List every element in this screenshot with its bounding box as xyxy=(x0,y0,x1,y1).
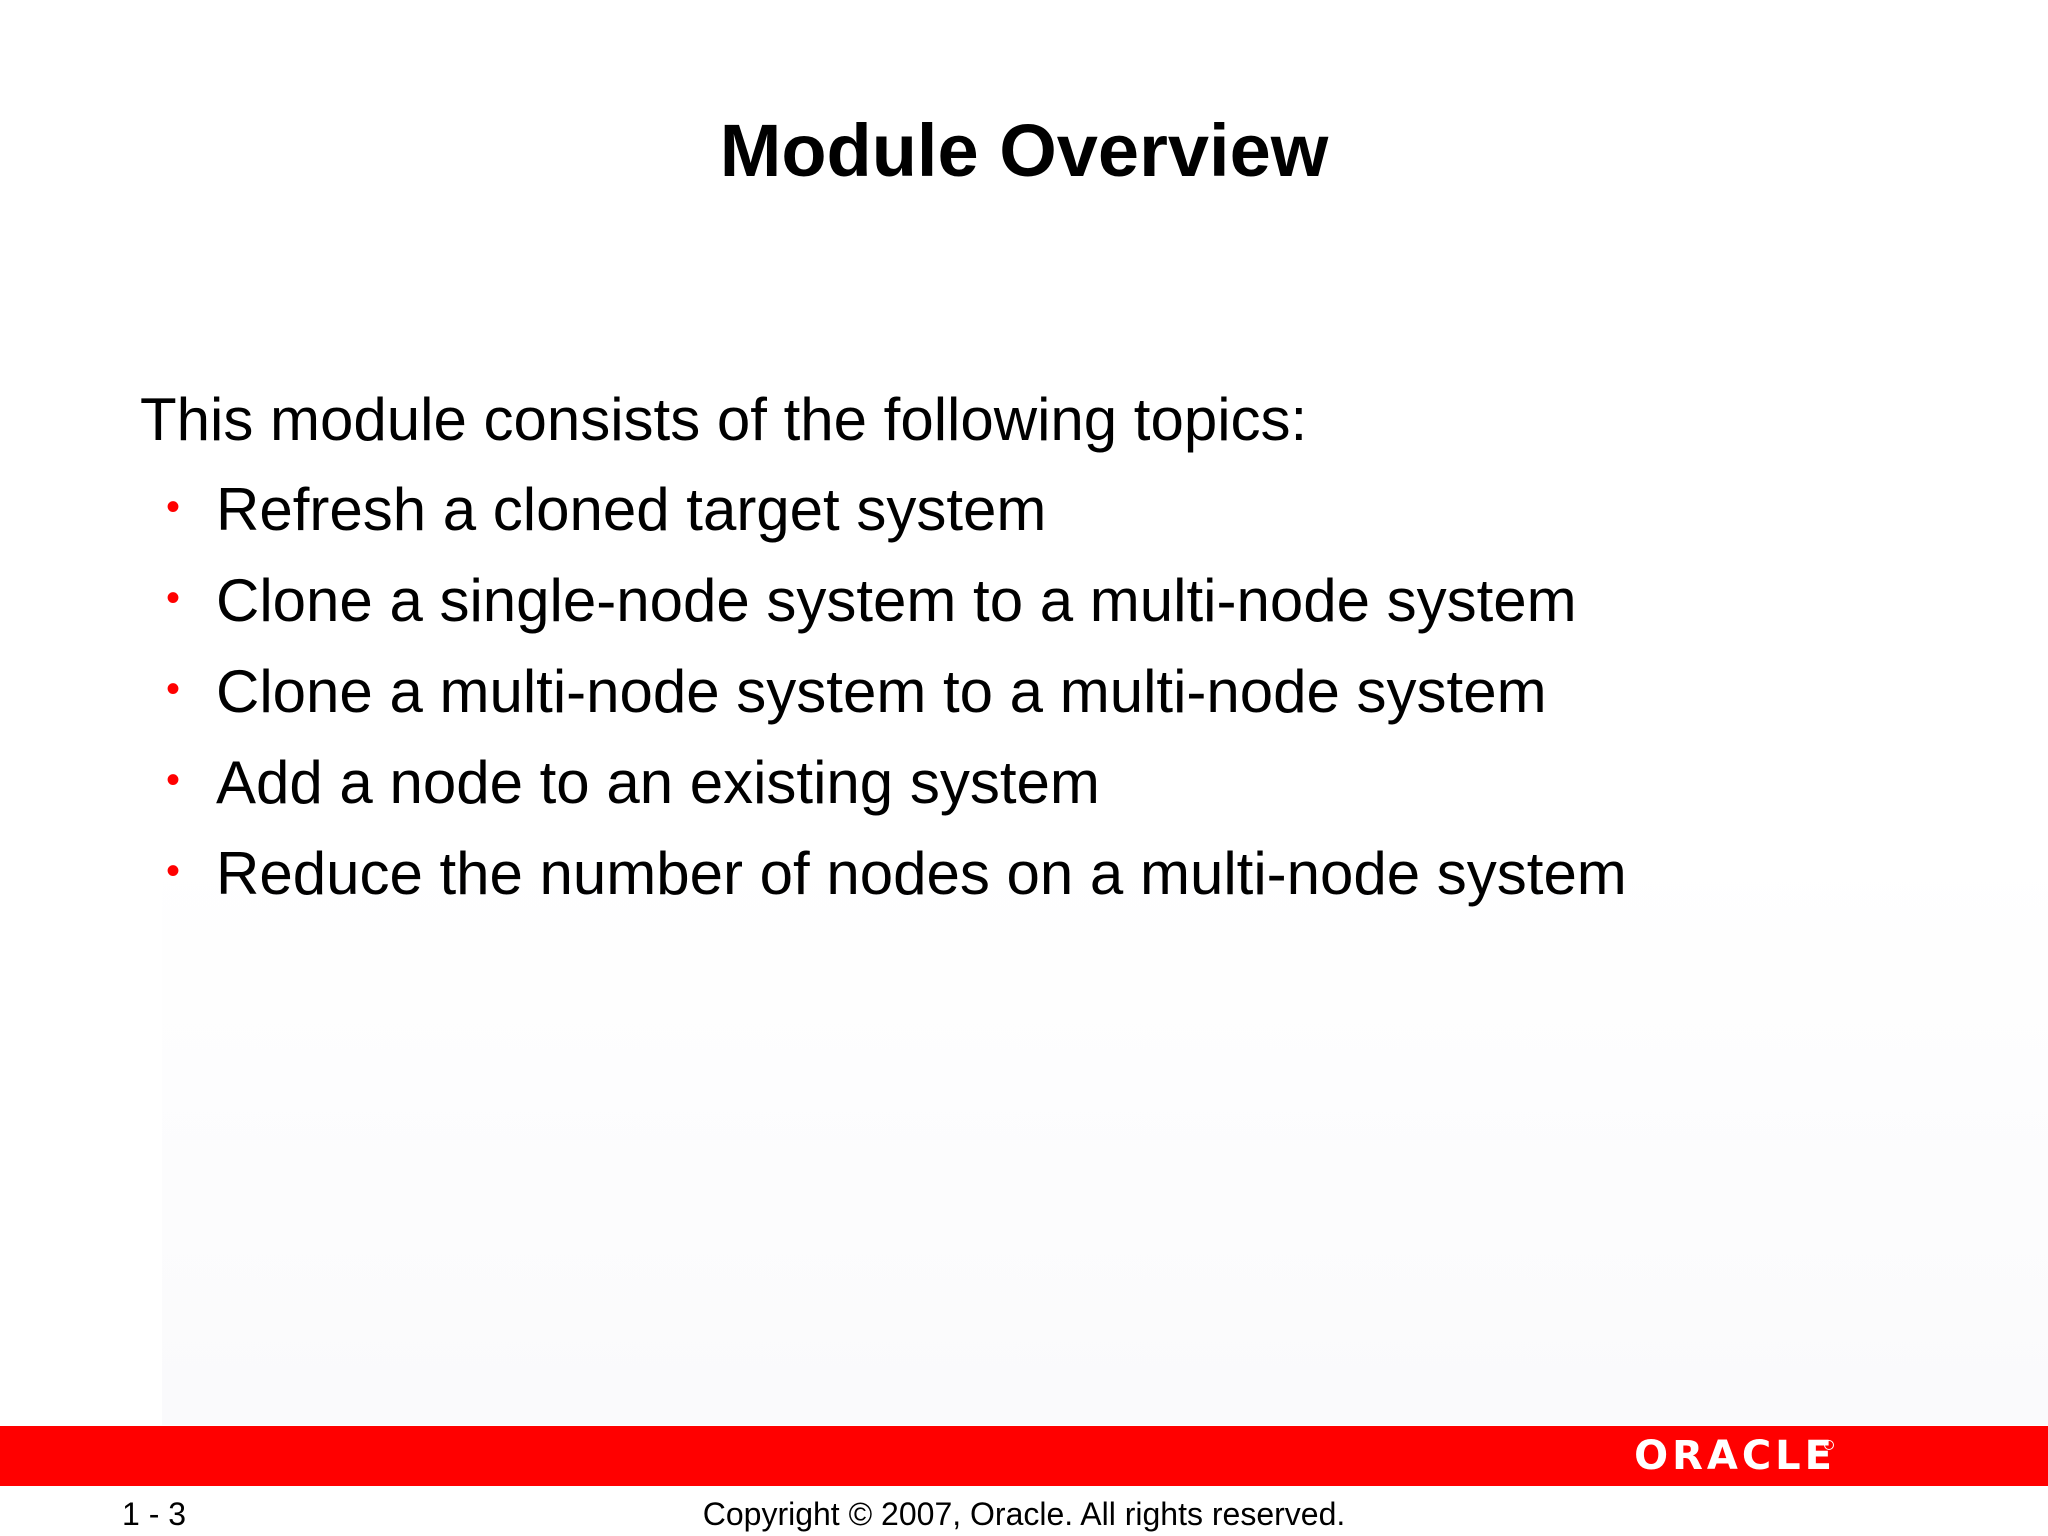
topic-text: Refresh a cloned target system xyxy=(216,476,1047,543)
topic-text: Clone a single-node system to a multi-node system xyxy=(216,567,1577,634)
intro-text: This module consists of the following topics: xyxy=(140,386,1308,453)
topic-text: Clone a multi-node system to a multi-node system xyxy=(216,658,1547,725)
content-background-shade xyxy=(162,850,2048,1425)
topic-text: Reduce the number of nodes on a multi-node system xyxy=(216,840,1627,907)
bullet-icon: • xyxy=(166,667,181,711)
bullet-icon: • xyxy=(166,758,181,802)
bullet-icon: • xyxy=(166,576,181,620)
topic-item xyxy=(160,838,1627,929)
page-number: 1 - 3 xyxy=(122,1496,187,1532)
topic-list xyxy=(160,474,1627,929)
topic-item xyxy=(160,656,1627,747)
topic-text: Add a node to an existing system xyxy=(216,749,1100,816)
oracle-logo: ORACLE xyxy=(1634,1433,1836,1479)
bullet-icon: • xyxy=(166,485,181,529)
bullet-icon: • xyxy=(166,849,181,893)
registered-mark-icon xyxy=(1824,1440,1834,1450)
topic-item xyxy=(160,565,1627,656)
slide-title: Module Overview xyxy=(719,109,1329,192)
copyright-text: Copyright © 2007, Oracle. All rights reserved. xyxy=(702,1496,1346,1532)
topic-item xyxy=(160,747,1627,838)
topic-item xyxy=(160,474,1627,565)
